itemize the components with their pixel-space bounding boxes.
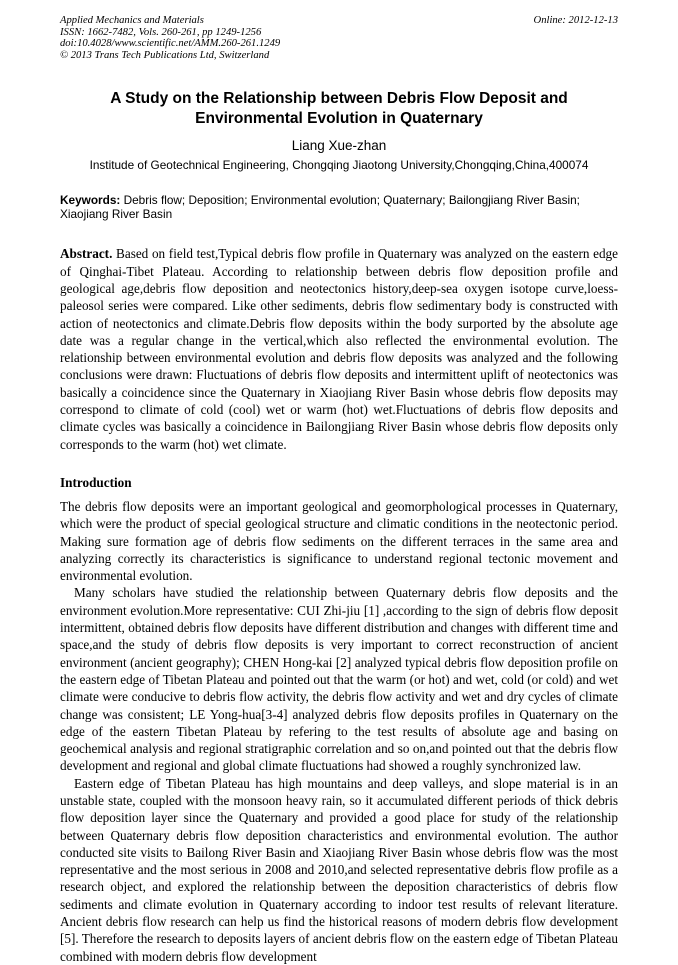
section-heading-introduction: Introduction	[60, 474, 132, 490]
affiliation: Institude of Geotechnical Engineering, Chongqing Jiaotong University,Chongqing,China,400074	[89, 158, 589, 173]
keywords-label: Keywords:	[60, 193, 121, 208]
paper-title: A Study on the Relationship between Debris Flow Deposit and Environmental Evolution in Quaternary	[110, 90, 568, 128]
journal-name: Applied Mechanics and Materials	[60, 15, 204, 26]
publication-info	[60, 15, 280, 61]
keywords-text: Debris flow; Deposition; Environmental evolution; Quaternary; Bailongjiang River Basin; Xiaojiang River Basin	[60, 193, 580, 222]
abstract-text: Based on field test,Typical debris flow profile in Quaternary was analyzed on the eastern edge of Qinghai-Tibet Plateau. According to relationship between debris flow deposition profile and geological age,debris flow deposition and neotectonics history,deep-sea oxygen isotope curve,loess-paleosol series were compared. Like other sediments, debris flow sedimentary body is constructed with action of neotectonics and climate.Debris flow deposits within the body surported by the absolute age date was a regular change in the vertical,which also reflected the environmental evolution. The relationship between environmental evolution and debris flow deposits was analyzed and the following conclusions were drawn: Fluctuations of debris flow deposits and intermittent uplift of neotectonics was basically a coincidence since the Quaternary in Xiaojiang River Basin whose debris flow deposits may correspond to climate of cold (cool) wet or warm (hot) wet.Fluctuations of debris flow deposits and climate cycles was basically a coincidence in Bailongjiang River Basin whose debris flow deposits only corresponds to the warm (hot) wet climate.	[60, 246, 618, 452]
introduction-paragraph-2: Many scholars have studied the relationship between Quaternary debris flow deposits and the environment evolution.More representative: CUI Zhi-jiu [1] ,according to the sign of debris flow deposit intermittent, obtained debris flow deposits have different distribution and changes with different time and space,and the study of debris flow deposits is very important to correct reconstruction of ancient environment (ancient geography); CHEN Hong-kai [2] analyzed typical debris flow deposition profile on the eastern edge of Tibetan Plateau and pointed out that the warm (or hot) and wet, cold (or cold) and wet climate were conducive to debris flow activity, the debris flow activity and wet and dry cycles of climate change was consistent; LE Yong-hua[3-4] analyzed debris flow deposits profiles in Quaternary on the edge of the eastern Tibetan Plateau by refering to the test results of absolute age and basing on geochemical analysis and regional stratigraphic correlation and so on,and pointed out that the debris flow development and regional and global climate fluctuations had showed a roughly synchronized law.	[60, 585, 618, 774]
introduction-paragraph-3: Eastern edge of Tibetan Plateau has high mountains and deep valleys, and slope material is in an unstable state, coupled with the monsoon heavy rain, so it accumulated different periods of thick debris flow deposition layer since the Quaternary and provided a good place for study of the relationship between Quaternary debris flow deposition characteristics and environmental evolution. The author conducted site visits to Bailong River Basin and Xiaojiang River Basin whose debris flow was the most representative and the most serious in 2008 and 2010,and selected representative debris flow profile as a research object, and explored the relationship between the deposition characteristics of debris flow sediments and climate evolution in Quaternary according to indoor test results of relevant literature. Ancient debris flow research can help us find the historical reasons of modern debris flow development [5]. Therefore the research to deposits layers of ancient debris flow on the eastern edge of Tibetan Plateau combined with modern debris flow development	[60, 775, 618, 964]
abstract-block	[60, 245, 618, 453]
introduction-paragraph-1: The debris flow deposits were an important geological and geomorphological processes in Quaternary, which were the product of special geological structure and climatic conditions in the neotectonic period. Making sure formation age of debris flow sediments on the different terraces in the same area and analyzing correctly its characteristics is significance to understand regional tectonic movement and environmental evolution.	[60, 498, 618, 584]
publication-header	[60, 15, 618, 61]
abstract-label: Abstract.	[60, 246, 113, 262]
doi-line: doi:10.4028/www.scientific.net/AMM.260-261.1249	[60, 38, 281, 50]
copyright-line: © 2013 Trans Tech Publications Ltd, Switzerland	[60, 49, 270, 61]
author-name: Liang Xue-zhan	[291, 138, 387, 154]
issn-line: ISSN: 1662-7482, Vols. 260-261, pp 1249-1256	[60, 26, 262, 38]
keywords-block	[60, 193, 618, 221]
online-date: Online: 2012-12-13	[533, 15, 618, 26]
